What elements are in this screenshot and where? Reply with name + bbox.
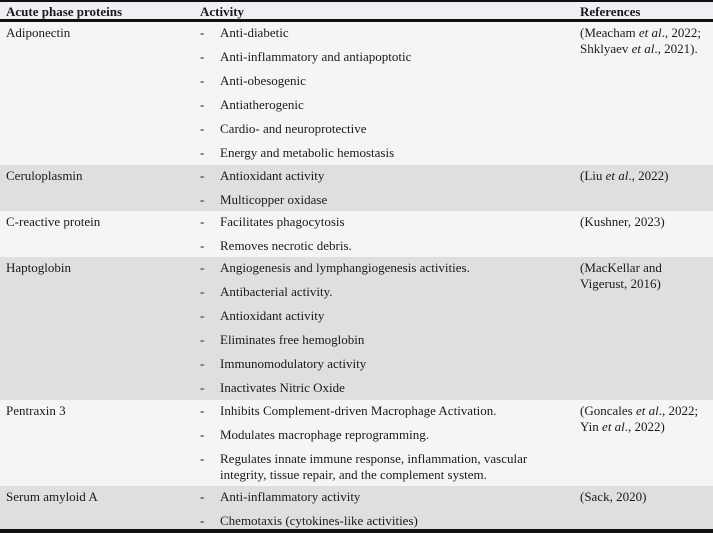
reference (580, 25, 708, 57)
dash-marker: - (200, 214, 205, 229)
activity-text: Inhibits Complement-driven Macrophage Activation. (220, 403, 497, 418)
protein-name: Adiponectin (6, 25, 71, 40)
reference (580, 214, 708, 230)
ref-text: ., 2021). (654, 41, 698, 56)
dash-marker: - (200, 121, 205, 136)
activity-text: Facilitates phagocytosis (220, 214, 345, 229)
dash-marker: - (200, 25, 205, 40)
table-row-adiponectin (0, 22, 713, 165)
activity-text: Removes necrotic debris. (220, 238, 352, 253)
dash-marker: - (200, 284, 205, 299)
activity-text: Anti-inflammatory activity (220, 489, 361, 504)
protein-name: Serum amyloid A (6, 489, 98, 504)
reference (580, 403, 712, 435)
dash-marker: - (200, 332, 205, 347)
dash-marker: - (200, 49, 205, 64)
activity-text: Inactivates Nitric Oxide (220, 380, 345, 395)
ref-italic: et al (638, 25, 662, 40)
activity-text: Immunomodulatory activity (220, 356, 367, 371)
ref-italic: et al (631, 41, 655, 56)
ref-italic: et al (602, 419, 625, 434)
dash-marker: - (200, 403, 205, 418)
table-row-haptoglobin (0, 257, 713, 400)
header-activity: Activity (200, 4, 245, 19)
ref-italic: et al (635, 403, 659, 418)
activity-text: Modulates macrophage reprogramming. (220, 427, 430, 442)
dash-marker: - (200, 73, 205, 88)
reference (580, 489, 708, 505)
dash-marker: - (200, 308, 205, 323)
dash-marker: - (200, 260, 205, 275)
reference (580, 260, 690, 292)
table-row-serum-amyloid-a (0, 486, 713, 529)
dash-marker: - (200, 192, 205, 207)
activity-text: Multicopper oxidase (220, 192, 328, 207)
header-references: References (580, 4, 641, 19)
activity-text: Angiogenesis and lymphangiogenesis activities. (220, 260, 470, 275)
activity-text: Chemotaxis (cytokines-like activities) (220, 513, 418, 528)
table-row-ceruloplasmin (0, 165, 713, 211)
activity-text: Anti-obesogenic (220, 73, 306, 88)
protein-name: Haptoglobin (6, 260, 71, 275)
ref-text: (Meacham (580, 25, 639, 40)
table-bottom-rule (0, 529, 713, 533)
dash-marker: - (200, 427, 205, 442)
dash-marker: - (200, 380, 205, 395)
table-row-c-reactive-protein (0, 211, 713, 257)
activity-text: Energy and metabolic hemostasis (220, 145, 395, 160)
dash-marker: - (200, 238, 205, 253)
activity-text: Eliminates free hemoglobin (220, 332, 365, 347)
activity-text: Antioxidant activity (220, 308, 325, 323)
dash-marker: - (200, 145, 205, 160)
activity-text: Cardio- and neuroprotective (220, 121, 367, 136)
ref-italic: et al (605, 168, 629, 183)
ref-text: ., 2022; Yin (580, 403, 699, 434)
ref-text: (Kushner, 2023) (580, 214, 665, 229)
dash-marker: - (200, 356, 205, 371)
dash-marker: - (200, 513, 205, 528)
ref-text: (Sack, 2020) (580, 489, 647, 504)
activity-text: Anti-diabetic (220, 25, 289, 40)
reference (580, 168, 708, 184)
header-acute-phase-proteins: Acute phase proteins (6, 4, 123, 19)
ref-text: (Liu (580, 168, 606, 183)
ref-text: (MacKellar and Vigerust, 2016) (580, 260, 662, 291)
dash-marker: - (200, 451, 205, 466)
ref-text: (Goncales (580, 403, 636, 418)
protein-name: Ceruloplasmin (6, 168, 83, 183)
ref-text: ., 2022) (628, 168, 669, 183)
activity-text: Anti-inflammatory and antiapoptotic (220, 49, 412, 64)
activity-text: Antioxidant activity (220, 168, 325, 183)
table-header (0, 0, 713, 22)
activity-text: Regulates innate immune response, inflammation, vascular integrity, tissue repair, and the complement system. (220, 451, 528, 482)
ref-text: ., 2022) (624, 419, 665, 434)
dash-marker: - (200, 489, 205, 504)
ref-text: ., 2022; Shklyaev (580, 25, 701, 56)
dash-marker: - (200, 97, 205, 112)
activity-text: Antibacterial activity. (220, 284, 333, 299)
activity-text: Antiatherogenic (220, 97, 304, 112)
table-row-pentraxin-3 (0, 400, 713, 486)
protein-name: C-reactive protein (6, 214, 101, 229)
protein-name: Pentraxin 3 (6, 403, 66, 418)
dash-marker: - (200, 168, 205, 183)
